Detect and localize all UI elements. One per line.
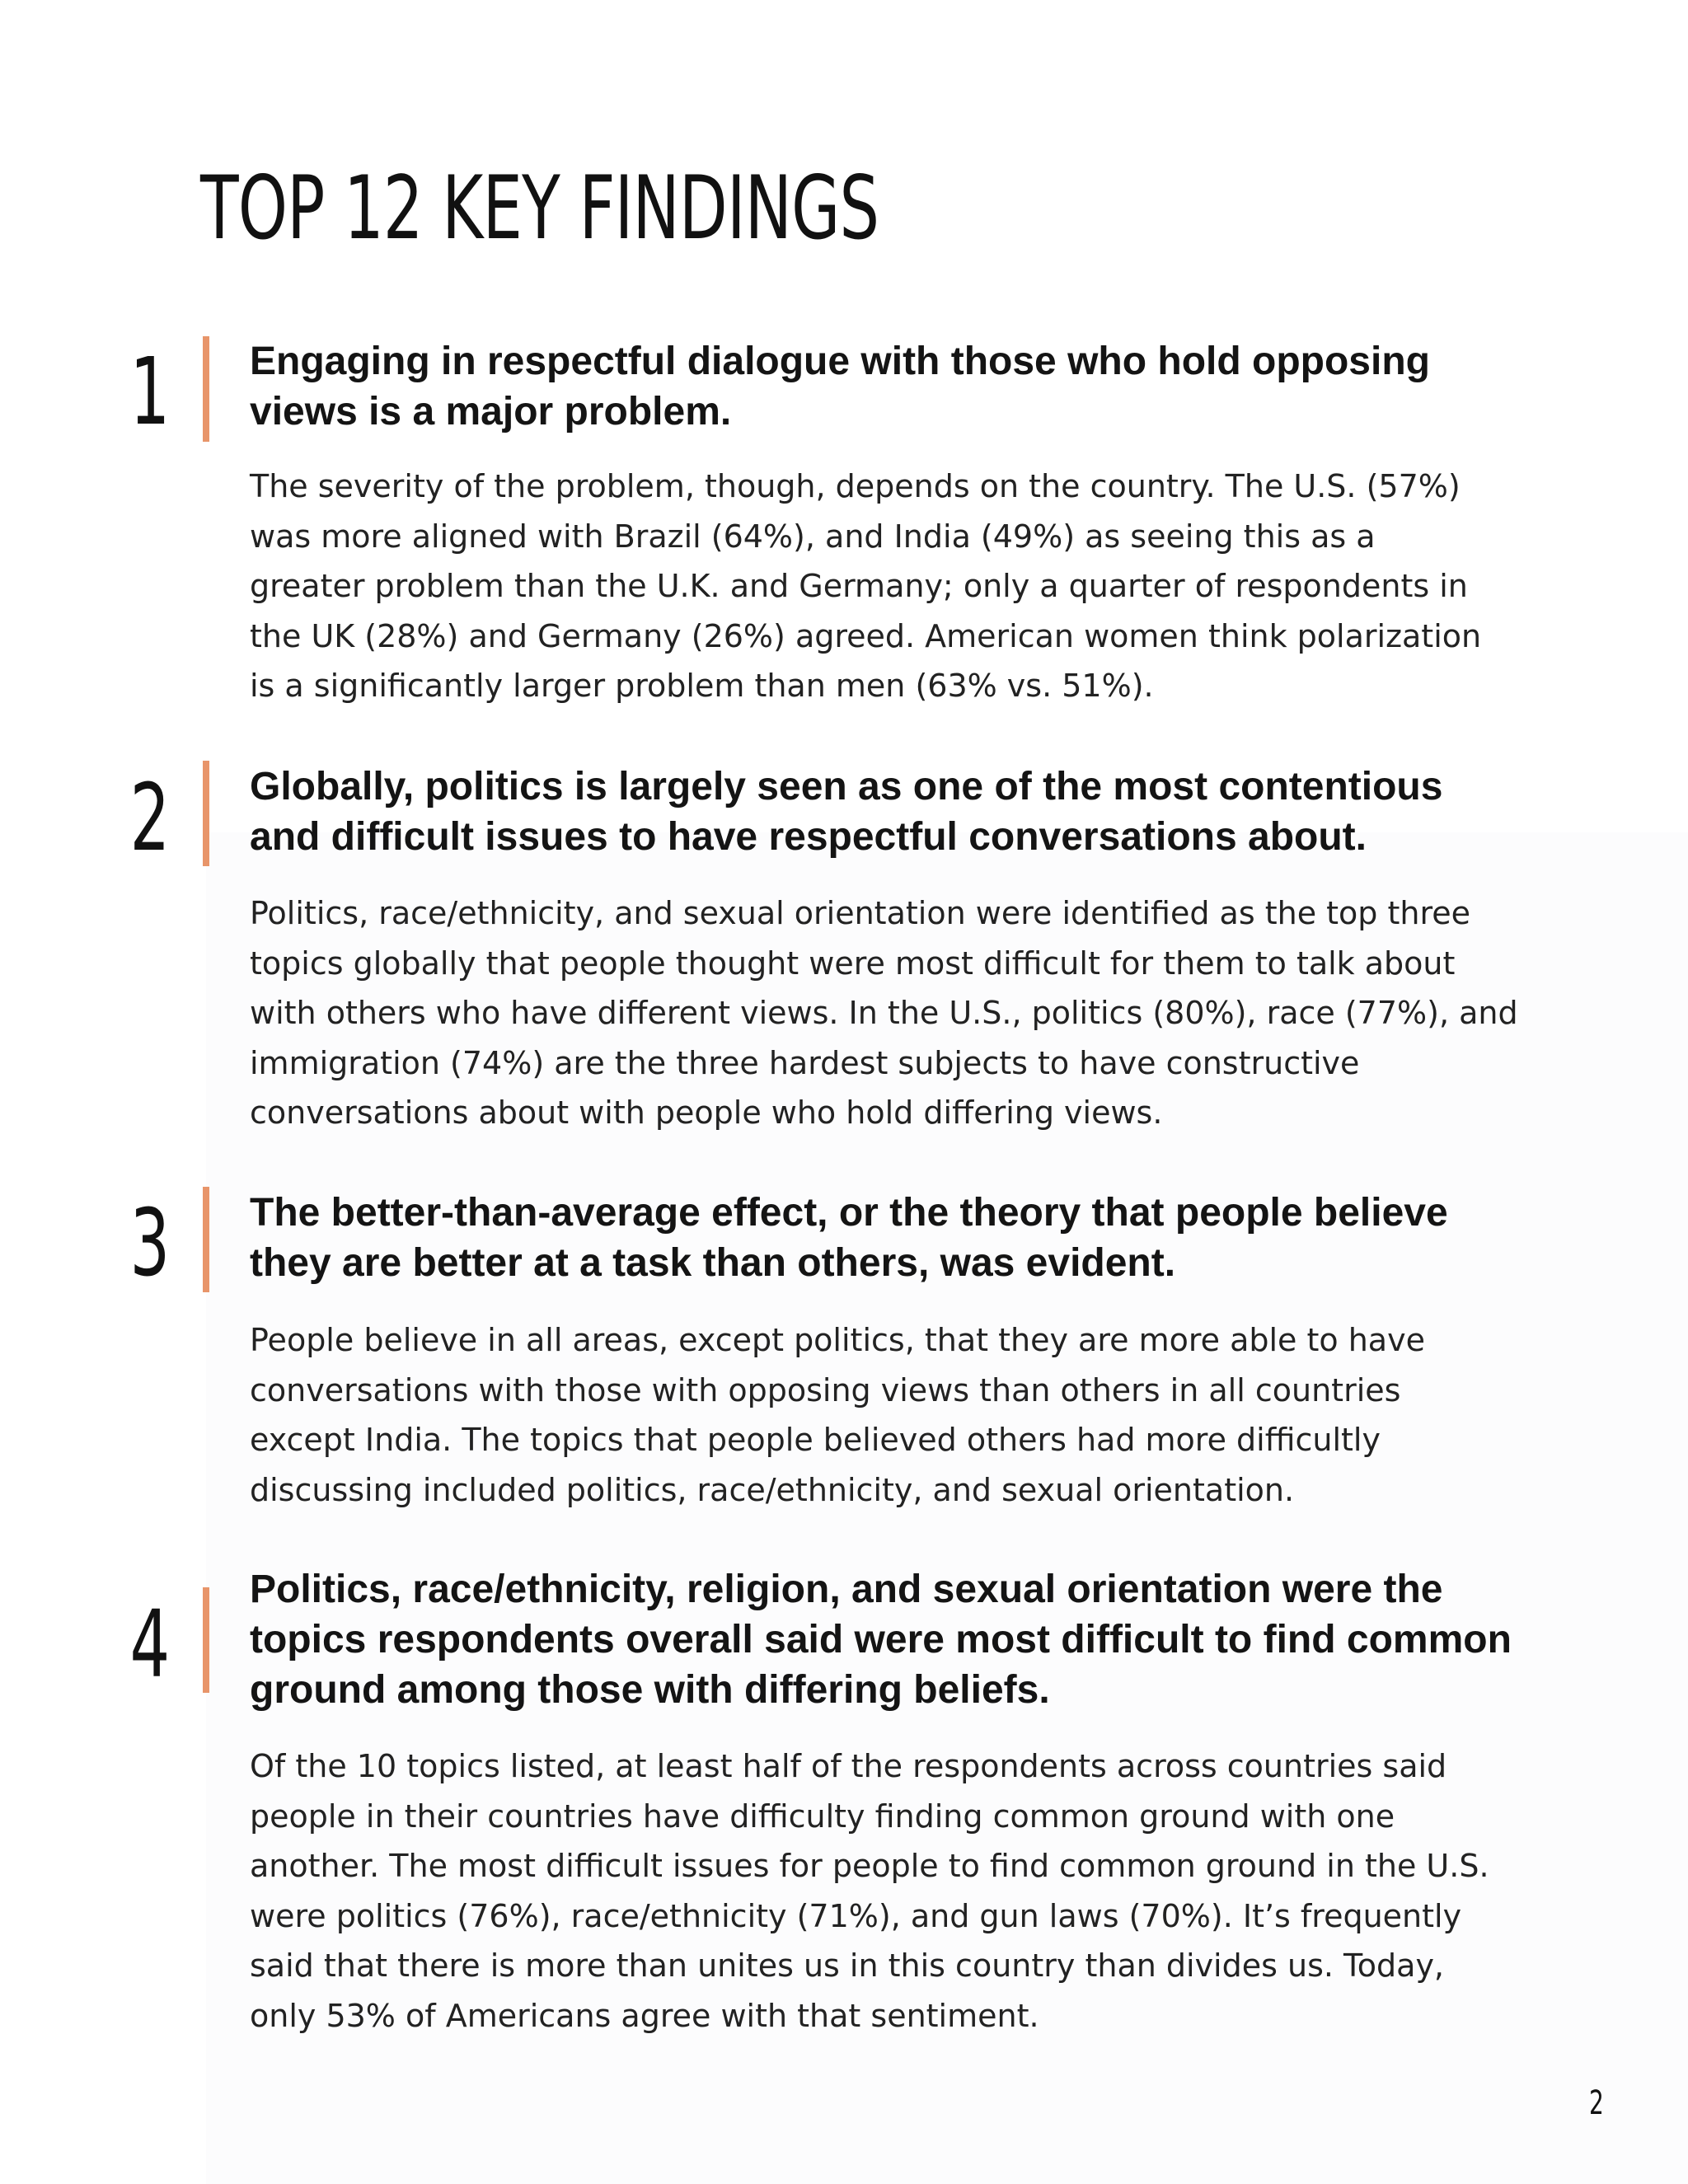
finding-body: Of the 10 topics listed, at least half of the respondents across countries said people in their countries have difficulty finding common ground with one another. The most difficult issues for people to find common ground in the U.S. were politics (76%), race/ethnicity (71%), and gun laws (70%). It’s frequently said that there is more than unites us in this country than divides us. Today, only 53% of Americans agree with that sentiment. xyxy=(250,1748,1489,2034)
finding-body: Politics, race/ethnicity, and sexual orientation were identified as the top three topics globally that people thought were most difficult for them to talk about with others who have different views. In the U.S., politics (80%), race (77%), and immigration (74%) are the three hardest subjects to have constructive conversations about with people who hold differing views. xyxy=(250,895,1518,1131)
page-title: TOP 12 KEY FINDINGS xyxy=(200,157,879,259)
finding-body: The severity of the problem, though, depends on the country. The U.S. (57%) was more aligned with Brazil (64%), and India (49%) as seeing this as a greater problem than the U.K. and Germany; only a quarter of respondents in the UK (28%) and Germany (26%) agreed. American women think polarization is a significantly larger problem than men (63% vs. 51%). xyxy=(250,468,1482,704)
finding-heading: Globally, politics is largely seen as one of the most contentious and difficult issues to have respectful conversations about. xyxy=(250,765,1443,859)
finding-heading: The better-than-average effect, or the theory that people believe they are better at a task than others, was evident. xyxy=(250,1191,1448,1285)
finding-number: 1 xyxy=(129,339,171,446)
finding-accent-bar xyxy=(203,336,209,442)
finding-heading: Engaging in respectful dialogue with those who hold opposing views is a major problem. xyxy=(250,340,1430,434)
finding-number: 2 xyxy=(129,765,171,872)
finding-number: 4 xyxy=(129,1591,171,1699)
finding-accent-bar xyxy=(203,1187,209,1292)
page-number: 2 xyxy=(1589,2084,1604,2122)
finding-number: 3 xyxy=(129,1190,171,1297)
finding-accent-bar xyxy=(203,1587,209,1693)
finding-heading: Politics, race/ethnicity, religion, and sexual orientation were the topics respondents overall said were most difficult to find common ground among those with differing beliefs. xyxy=(250,1568,1512,1712)
finding-accent-bar xyxy=(203,761,209,866)
finding-body: People believe in all areas, except politics, that they are more able to have conversations with those with opposing views than others in all countries except India. The topics that people believed others had more difficultly discussing included politics, race/ethnicity, and sexual orientation. xyxy=(250,1322,1425,1508)
